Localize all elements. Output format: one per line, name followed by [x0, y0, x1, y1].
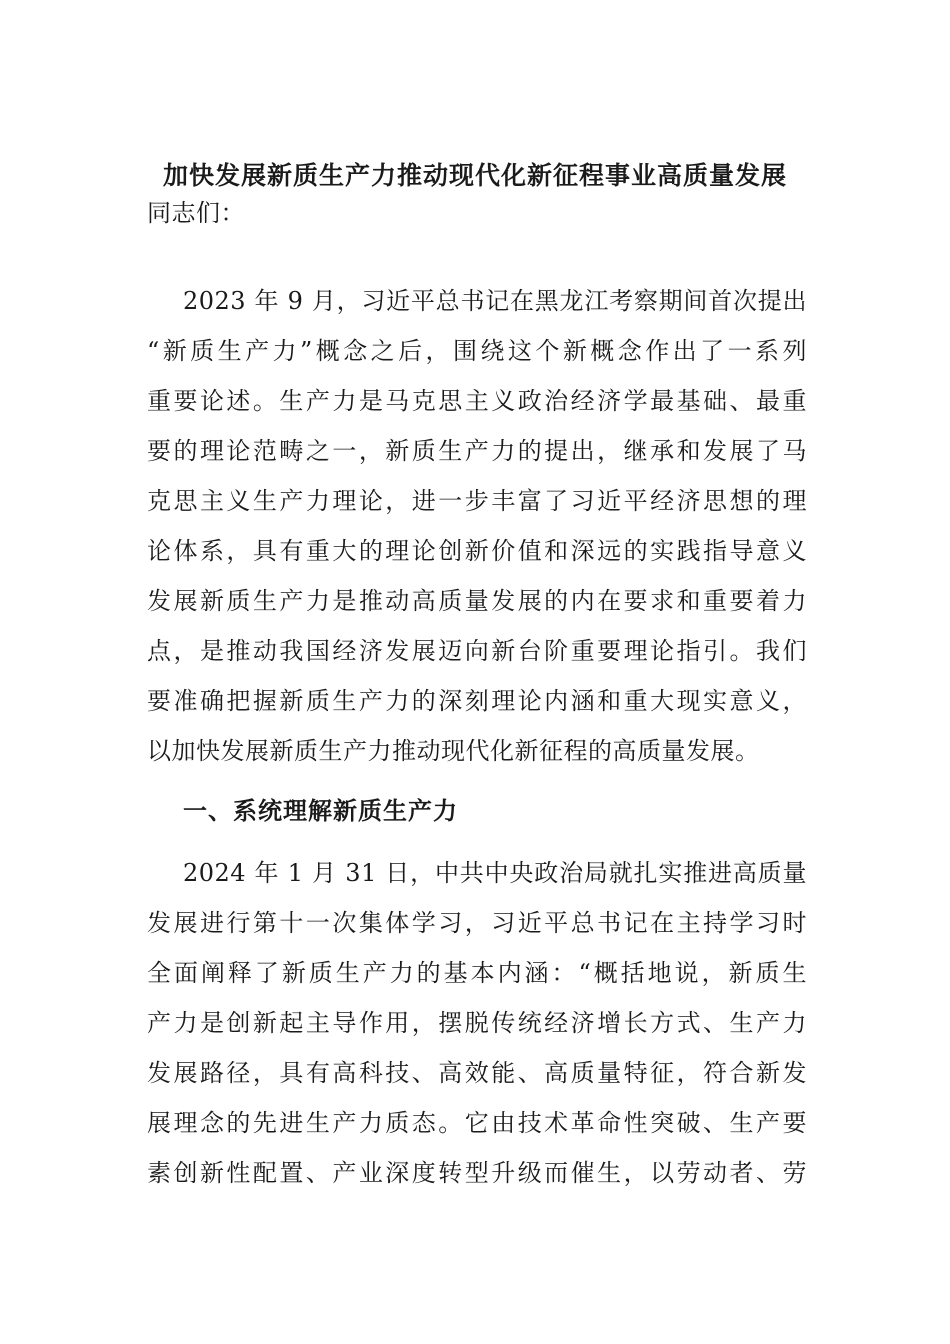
paragraph-line: “新质生产力”概念之后，围绕这个新概念作出了一系列	[147, 337, 807, 365]
paragraph-line: 2024 年 1 月 31 日，中共中央政治局就扎实推进高质量	[183, 859, 807, 887]
paragraph-line: 发展路径，具有高科技、高效能、高质量特征，符合新发	[147, 1059, 807, 1087]
paragraph-line: 要的理论范畴之一，新质生产力的提出，继承和发展了马	[147, 437, 807, 465]
paragraph-line: 论体系，具有重大的理论创新价值和深远的实践指导意义	[147, 537, 807, 565]
paragraph-line: 以加快发展新质生产力推动现代化新征程的高质量发展。	[147, 737, 760, 765]
paragraph-line: 2023 年 9 月，习近平总书记在黑龙江考察期间首次提出	[183, 287, 807, 315]
paragraph-line: 点，是推动我国经济发展迈向新台阶重要理论指引。我们	[147, 637, 807, 665]
paragraph-line: 产力是创新起主导作用，摆脱传统经济增长方式、生产力	[147, 1009, 807, 1037]
paragraph-line: 发展进行第十一次集体学习，习近平总书记在主持学习时	[147, 909, 807, 937]
paragraph-line: 要准确把握新质生产力的深刻理论内涵和重大现实意义，	[147, 687, 807, 715]
paragraph-line: 素创新性配置、产业深度转型升级而催生，以劳动者、劳	[147, 1159, 807, 1187]
paragraph-line: 发展新质生产力是推动高质量发展的内在要求和重要着力	[147, 587, 807, 615]
paragraph-line: 克思主义生产力理论，进一步丰富了习近平经济思想的理	[147, 487, 807, 515]
paragraph-line: 展理念的先进生产力质态。它由技术革命性突破、生产要	[147, 1109, 807, 1137]
section-heading: 一、系统理解新质生产力	[183, 797, 458, 825]
salutation: 同志们：	[147, 199, 245, 227]
paragraph-line: 全面阐释了新质生产力的基本内涵：“概括地说，新质生	[147, 959, 807, 987]
paragraph-line: 重要论述。生产力是马克思主义政治经济学最基础、最重	[147, 387, 807, 415]
document-title: 加快发展新质生产力推动现代化新征程事业高质量发展	[162, 161, 787, 190]
